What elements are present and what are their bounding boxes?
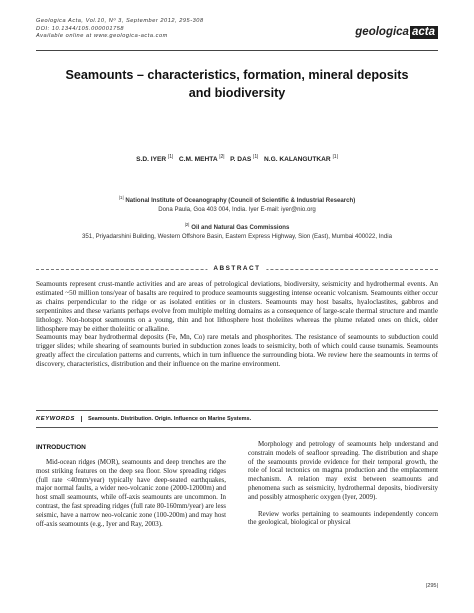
keywords-rule-bottom (36, 427, 438, 428)
keywords-row (36, 413, 251, 425)
keywords-list: Seamounts. Distribution. Origin. Influence on Marine Systems. (87, 416, 252, 422)
journal-logo (355, 26, 438, 39)
abstract-label: ABSTRACT (207, 265, 266, 272)
abstract-header (36, 265, 438, 273)
paper-title-line-1: Seamounts – characteristics, formation, mineral deposits (65, 68, 409, 82)
affiliation-mark: |1| (118, 195, 124, 200)
introduction-paragraph-3: Review works pertaining to seamounts independently concern the geological, biological or physical (248, 509, 438, 527)
journal-online-line: Available online at www.geologica-acta.com (36, 33, 168, 40)
logo-text-acta: acta (410, 26, 438, 39)
paper-title-line-2: and biodiversity (188, 86, 286, 100)
paper-title (60, 66, 414, 102)
author-name: S.D. IYER (136, 156, 167, 164)
author-affiliation-mark: |1| (253, 154, 259, 160)
author-affiliation-mark: |1| (332, 154, 338, 160)
header-rule (36, 50, 438, 51)
keywords-rule-top (36, 410, 438, 411)
affiliation-address: 351, Priyadarshini Building, Western Offshore Basin, Eastern Express Highway, Sion (East), Mumbai 400022, India (82, 233, 392, 241)
page-number: |295| (425, 583, 438, 589)
author-name: P. DAS (230, 156, 252, 164)
affiliation-mark: |2| (184, 222, 190, 227)
right-column (248, 440, 438, 527)
journal-doi-line: DOI: 10.1344/105.000001758 (36, 25, 125, 32)
introduction-paragraph-1: Mid-ocean ridges (MOR), seamounts and deep trenches are the most striking features on the deep sea floor. Slow spreading ridges (full rate <40mm/year) typically have deep-seated earthquakes, major normal faults, a wider neo-volcanic zone (2000-12000m) and host small seamounts, while off-axis seamounts are uncommon. In contrast, the fast spreading ridges (full rate 80-160mm/year) are less seismic, have a narrow neo-volcanic zone (100-200m) and may host off-axis seamounts (e.g., Iyer and Ray, 2003). (36, 458, 226, 528)
affiliation-address: Dona Paula, Goa 403 004, India. Iyer E-mail: iyer@nio.org (158, 206, 316, 214)
logo-text-geologica: geologica (355, 26, 409, 38)
journal-citation (36, 18, 204, 41)
author-affiliation-mark: |2| (219, 154, 225, 160)
abstract-paragraph-2: Seamounts may bear hydrothermal deposits (Fe, Mn, Co) rare metals and phosphorites. The resistance of seamounts to subduction could trigger slides; while shearing of seamounts buried in subduction zones leads to seismicity, both of which could cause tsunamis. Seamounts greatly affect the circulation patterns and currents, which in turn influence the surrounding biota. We review here the seamounts in terms of discovery, characteristics, distribution and their influence on the marine environment. (36, 333, 438, 369)
author-affiliation-mark: |1| (168, 154, 174, 160)
keywords-label: KEYWORDS (36, 416, 82, 422)
affiliation-1 (40, 193, 434, 214)
affiliation-2 (40, 220, 434, 241)
author-name: C.M. MEHTA (178, 156, 218, 164)
author-name: N.G. KALANGUTKAR (263, 156, 331, 164)
abstract-paragraph-1: Seamounts represent crust-mantle activities and are areas of petrological deviations, biodiversity, seismicity and hydrothermal events. An estimated ~50 million tons/year of basalts are required to produce seamounts suggesting intense oceanic volcanism. Seamounts either occur as chains perpendicular to the ridge or as isolated entities or in clusters. Seamounts may host basalts, hyaloclastites, gabbros and serpentinites and these variants perhaps evolve from multiple melting domains as a consequence of large-scale thermal structure and mantle lithology. Non-hotspot seamounts on a young, thin and hot lithosphere host tholeiites whereas the plume related ones on thick, older lithosphere may be either tholeiitic or alkaline. (36, 280, 438, 333)
author-list (40, 154, 434, 163)
introduction-heading: INTRODUCTION (36, 444, 86, 451)
abstract-body (36, 280, 438, 369)
introduction-paragraph-2: Morphology and petrology of seamounts help understand and constrain models of seafloor spreading. The distribution and shape of the seamounts provide evidence for their temporal growth, the role of local tectonics on magma production and the emplacement mechanism. A relation may exist between seamounts and phenomena such as seismicity, hydrothermal deposits, biodiversity and possibly atmospheric oxygen (Iyer, 2009). (248, 440, 438, 501)
affiliation-organization: National Institute of Oceanography (Council of Scientific & Industrial Research) (125, 197, 356, 205)
journal-volume-line: Geologica Acta, Vol.10, Nº 3, September 2012, 295-308 (36, 18, 204, 24)
left-column (36, 458, 226, 528)
affiliation-organization: Oil and Natural Gas Commissions (191, 224, 290, 232)
